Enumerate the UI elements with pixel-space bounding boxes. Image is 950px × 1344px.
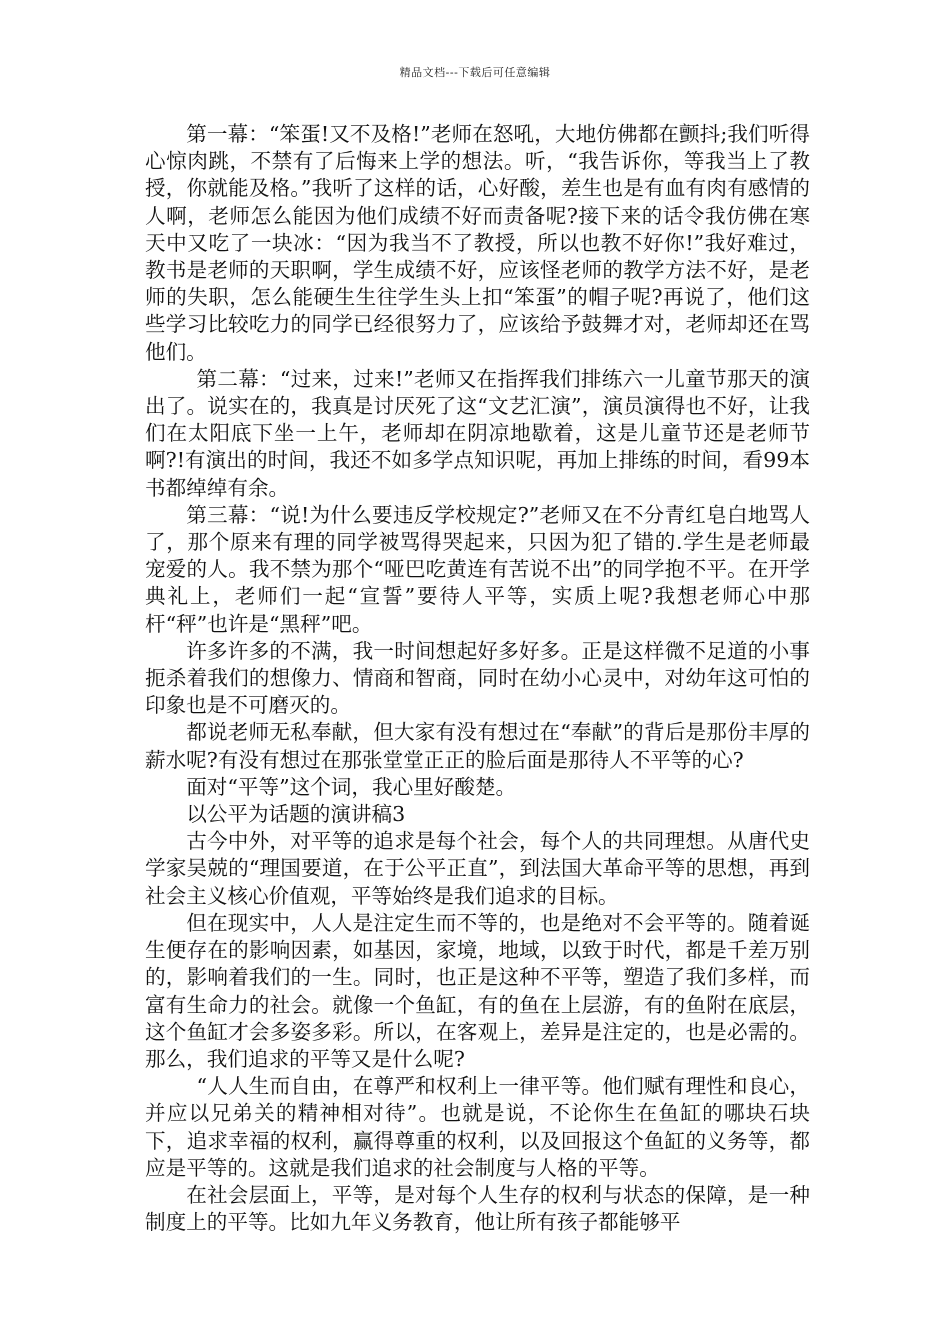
- section-heading: 以公平为话题的演讲稿3: [186, 802, 406, 827]
- document-body: [145, 121, 810, 1236]
- paragraph-pursuit-of-equality: 古今中外，对平等的追求是每个社会，每个人的共同理想。从唐代史学家吴兢的“理国要道，在于公平正直”，到法国大革命平等的思想，再到社会主义核心价值观，平等始终是我们追求的目标。: [145, 829, 810, 908]
- paragraph-social-level: 在社会层面上，平等，是对每个人生存的权利与状态的保障，是一种制度上的平等。比如九年义务教育，他让所有孩子都能够平: [145, 1182, 810, 1235]
- paragraph-act-two: 第二幕：“过来，过来!”老师又在指挥我们排练六一儿童节那天的演出了。说实在的，我真是讨厌死了这“文艺汇演”，演员演得也不好，让我们在太阳底下坐一上午，老师却在阴凉地歇着，这是儿童节还是老师节啊?!有演出的时间，我还不如多学点知识呢，再加上排练的时间，看99本书都绰绰有余。: [145, 366, 810, 500]
- paragraph-equality-word: 面对“平等”这个词，我心里好酸楚。: [186, 774, 517, 799]
- paragraph-declaration-quote: “人人生而自由，在尊严和权利上一律平等。他们赋有理性和良心，并应以兄弟关的精神相对待”。也就是说，不论你生在鱼缸的哪块石块下，追求幸福的权利，赢得尊重的权利，以及回报这个鱼缸的义务等，都应是平等的。这就是我们追求的社会制度与人格的平等。: [145, 1074, 810, 1180]
- paragraph-act-one: 第一幕：“笨蛋!又不及格!”老师在怒吼，大地仿佛都在颤抖;我们听得心惊肉跳，不禁有了后悔来上学的想法。听，“我告诉你，等我当上了教授，你就能及格。”我听了这样的话，心好酸，差生也是有血有肉有感情的人啊，老师怎么能因为他们成绩不好而责备呢?接下来的话令我仿佛在寒天中又吃了一块冰：“因为我当不了教授，所以也教不好你!”我好难过，教书是老师的天职啊，学生成绩不好，应该怪老师的教学方法不好，是老师的失职，怎么能硬生生往学生头上扣“笨蛋”的帽子呢?再说了，他们这些学习比较吃力的同学已经很努力了，应该给予鼓舞才对，老师却还在骂他们。: [145, 122, 810, 364]
- paragraph-dissatisfaction: 许多许多的不满，我一时间想起好多好多。正是这样微不足道的小事扼杀着我们的想像力、情商和智商，同时在幼小心灵中，对幼年这可怕的印象也是不可磨灭的。: [145, 638, 810, 718]
- paragraph-reality: 但在现实中，人人是注定生而不等的，也是绝对不会平等的。随着诞生便存在的影响因素，如基因，家境，地域，以致于时代，都是千差万别的，影响着我们的一生。同时，也正是这种不平等，塑造了我们多样，而富有生命力的社会。就像一个鱼缸，有的鱼在上层游，有的鱼附在底层，这个鱼缸才会多姿多彩。所以，在客观上，差异是注定的，也是必需的。那么，我们追求的平等又是什么呢?: [145, 910, 810, 1071]
- page-header: 精品文档---下载后可任意编辑: [399, 66, 551, 79]
- paragraph-dedication: 都说老师无私奉献，但大家有没有想过在“奉献”的背后是那份丰厚的薪水呢?有没有想过在那张堂堂正正的脸后面是那待人不平等的心?: [145, 720, 810, 772]
- paragraph-act-three: 第三幕：“说!为什么要违反学校规定?”老师又在不分青红皂白地骂人了，那个原来有理的同学被骂得哭起来，只因为犯了错的.学生是老师最宠爱的人。我不禁为那个“哑巴吃黄连有苦说不出”的同学抱不平。在开学典礼上，老师们一起“宣誓”要待人平等，实质上呢?我想老师心中那杆“秤”也许是“黑秤”吧。: [145, 502, 810, 636]
